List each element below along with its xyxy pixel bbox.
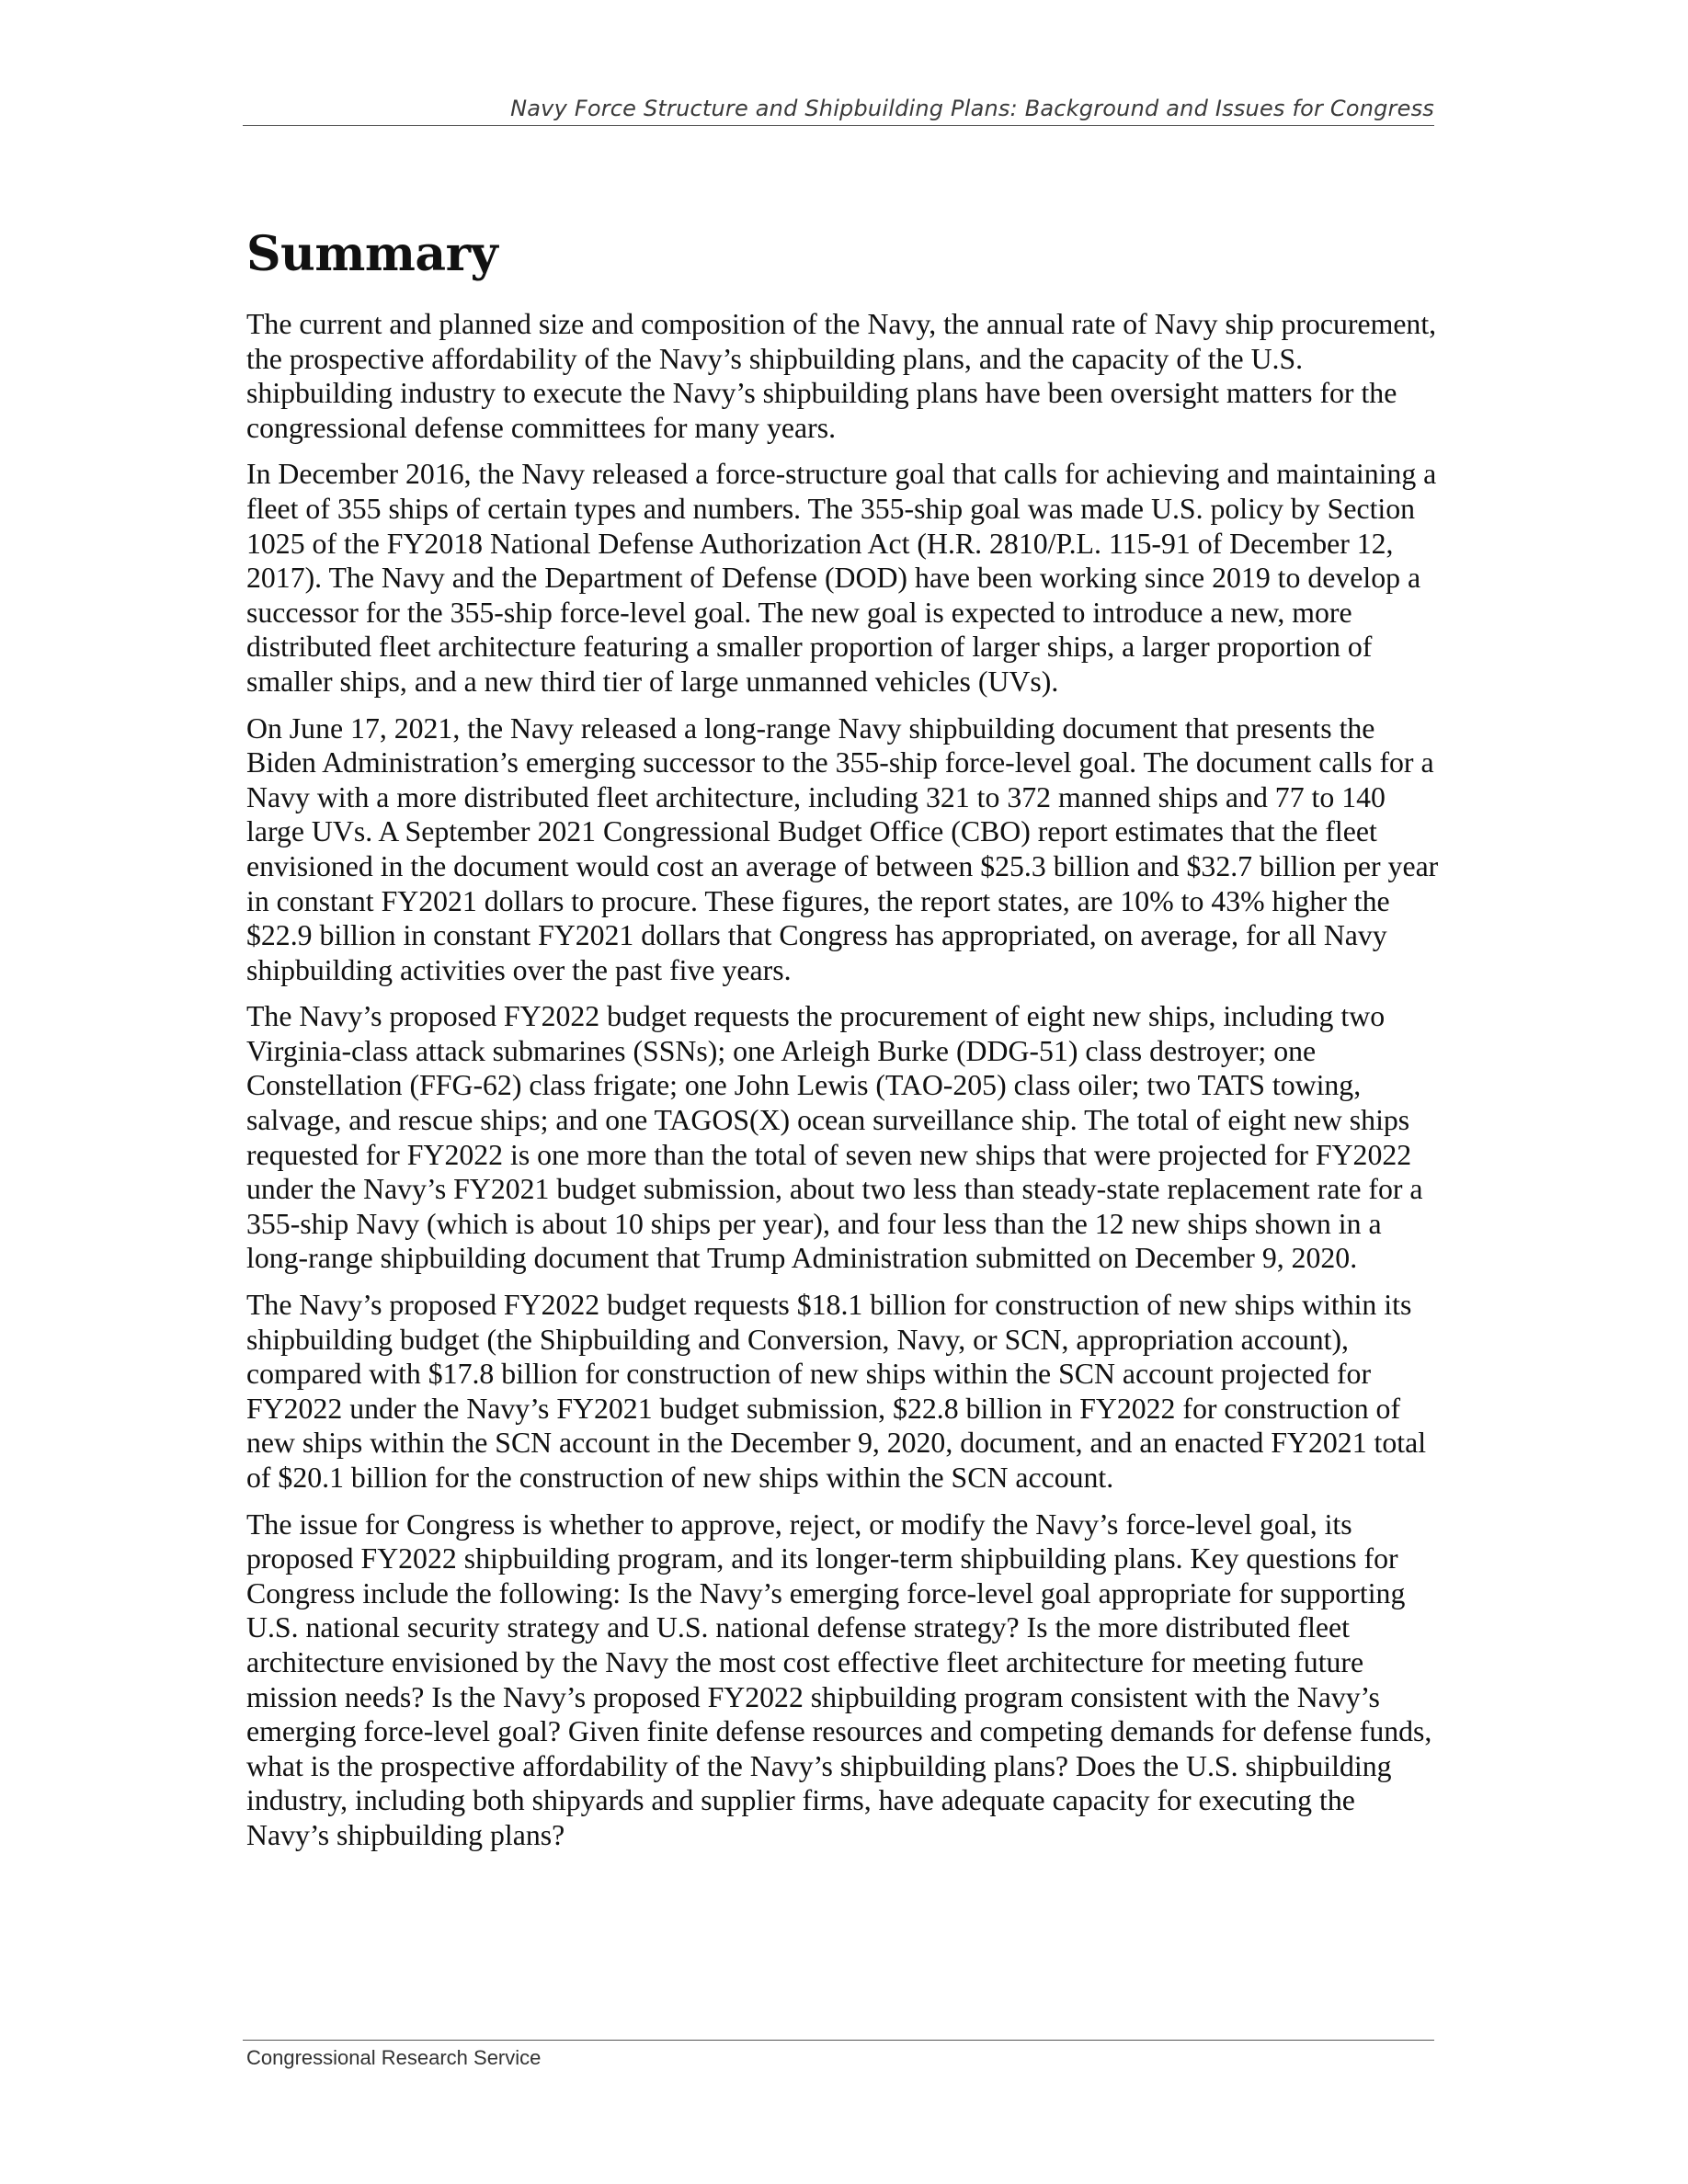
page-title: Summary <box>246 226 498 282</box>
footer-rule <box>243 2040 1434 2041</box>
footer-publisher: Congressional Research Service <box>246 2046 542 2069</box>
paragraph-oversight: The current and planned size and composition of the Navy, the annual rate of Navy ship procurement, the prospective affordability of the Navy’s shipbuilding plans, and the capacity of the U.S. shipbuilding industry to execute the Navy’s shipbuilding plans have been oversight matters for the congressional defense committees for many years. <box>246 308 1437 444</box>
running-header: Navy Force Structure and Shipbuilding Plans: Background and Issues for Congress <box>510 96 1434 121</box>
paragraph-issues-for-congress: The issue for Congress is whether to approve, reject, or modify the Navy’s force-level goal, its proposed FY2022 shipbuilding program, and its longer-term shipbuilding plans. Key questions for Congress include the following: Is the Navy’s emerging force-level goal appropriate for supporting U.S. national security strategy and U.S. national defense strategy? Is the more distributed fleet architecture envisioned by the Navy the most cost effective fleet architecture for meeting future mission needs? Is the Navy’s proposed FY2022 shipbuilding program consistent with the Navy’s emerging force-level goal? Given finite defense resources and competing demands for defense funds, what is the prospective affordability of the Navy’s shipbuilding plans? Does the U.S. shipbuilding industry, including both shipyards and supplier firms, have adequate capacity for executing the Navy’s shipbuilding plans? <box>246 1507 1432 1851</box>
paragraph-successor-goal: On June 17, 2021, the Navy released a long-range Navy shipbuilding document that presents the Biden Administration’s emerging successor to the 355-ship force-level goal. The document calls for a Navy with a more distributed fleet architecture, including 321 to 372 manned ships and 77 to 140 large UVs. A September 2021 Congressional Budget Office (CBO) report estimates that the fleet envisioned in the document would cost an average of between $25.3 billion and $32.7 billion per year in constant FY2021 dollars to procure. These figures, the report states, are 10% to 43% higher the $22.9 billion in constant FY2021 dollars that Congress has appropriated, on average, for all Navy shipbuilding activities over the past five years. <box>246 711 1439 986</box>
paragraph-355-ship-goal: In December 2016, the Navy released a force-structure goal that calls for achieving and maintaining a fleet of 355 ships of certain types and numbers. The 355-ship goal was made U.S. policy by Section 1025 of the FY2018 National Defense Authorization Act (H.R. 2810/P.L. 115-91 of December 12, 2017). The Navy and the Department of Defense (DOD) have been working since 2019 to develop a successor for the 355-ship force-level goal. The new goal is expected to introduce a new, more distributed fleet architecture featuring a smaller proportion of larger ships, a larger proportion of smaller ships, and a new third tier of large unmanned vehicles (UVs). <box>246 458 1437 698</box>
header-rule <box>243 125 1434 126</box>
summary-body <box>246 307 1442 1865</box>
paragraph-fy2022-funding: The Navy’s proposed FY2022 budget requests $18.1 billion for construction of new ships within its shipbuilding budget (the Shipbuilding and Conversion, Navy, or SCN, appropriation account), compared with $17.8 billion for construction of new ships within the SCN account projected for FY2022 under the Navy’s FY2021 budget submission, $22.8 billion in FY2022 for construction of new ships within the SCN account in the December 9, 2020, document, and an enacted FY2021 total of $20.1 billion for the construction of new ships within the SCN account. <box>246 1289 1427 1494</box>
paragraph-fy2022-procurement: The Navy’s proposed FY2022 budget requests the procurement of eight new ships, including two Virginia-class attack submarines (SSNs); one Arleigh Burke (DDG-51) class destroyer; one Constellation (FFG-62) class frigate; one John Lewis (TAO-205) class oiler; two TATS towing, salvage, and rescue ships; and one TAGOS(X) ocean surveillance ship. The total of eight new ships requested for FY2022 is one more than the total of seven new ships that were projected for FY2022 under the Navy’s FY2021 budget submission, about two less than steady-state replacement rate for a 355-ship Navy (which is about 10 ships per year), and four less than the 12 new ships shown in a long-range shipbuilding document that Trump Administration submitted on December 9, 2020. <box>246 1000 1423 1275</box>
